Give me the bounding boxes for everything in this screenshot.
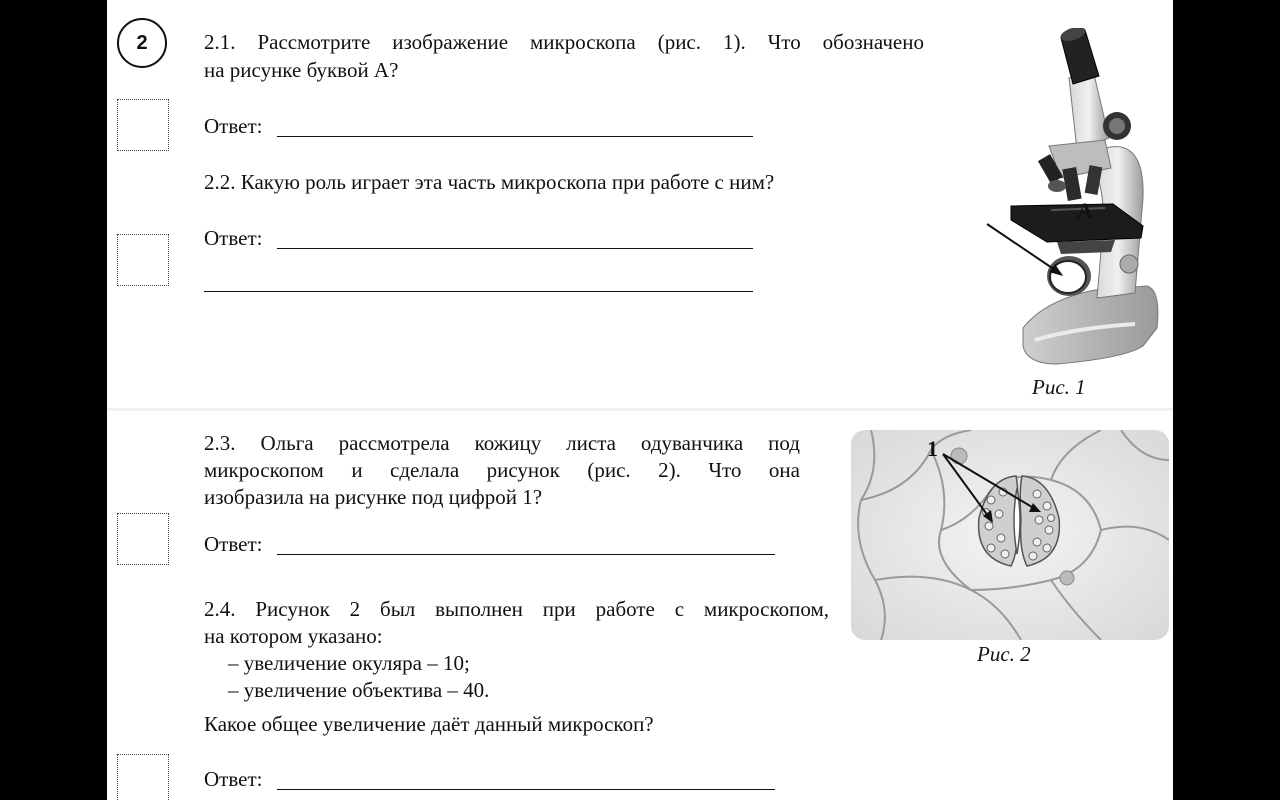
answer-line-2-1[interactable] [277, 136, 753, 137]
figure-1-caption: Рис. 1 [1032, 375, 1086, 399]
question-2-4-item1: – увеличение окуляра – 10; [228, 651, 470, 675]
question-2-3-line2: микроскопом и сделала рисунок (рис. 2). Что она [204, 458, 800, 482]
score-box-2-4[interactable] [117, 754, 169, 800]
answer-label-2-4: Ответ: [204, 767, 263, 791]
question-2-4-question: Какое общее увеличение даёт данный микроскоп? [204, 712, 654, 736]
question-2-3-line1: 2.3. Ольга рассмотрела кожицу листа одуванчика под [204, 431, 800, 455]
answer-line-2-2[interactable] [277, 248, 753, 249]
microscope-figure [965, 28, 1165, 373]
answer-line-2-2-extra[interactable] [204, 291, 753, 292]
figure-2-caption: Рис. 2 [977, 642, 1031, 666]
label-1: 1 [927, 436, 938, 461]
answer-line-2-3[interactable] [277, 554, 775, 555]
worksheet-page [107, 0, 1173, 800]
score-box-2-1[interactable] [117, 99, 169, 151]
leaf-epidermis-figure [851, 430, 1169, 640]
label-a: А [1077, 198, 1093, 223]
answer-label-2-1: Ответ: [204, 114, 263, 138]
answer-line-2-4[interactable] [277, 789, 775, 790]
score-box-2-3[interactable] [117, 513, 169, 565]
question-2-1-line1: 2.1. Рассмотрите изображение микроскопа (рис. 1). Что обозначено [204, 30, 924, 54]
question-2-3-line3: изобразила на рисунке под цифрой 1? [204, 485, 543, 509]
question-2-4-line1: 2.4. Рисунок 2 был выполнен при работе с микроскопом, [204, 597, 829, 621]
score-box-2-2[interactable] [117, 234, 169, 286]
answer-label-2-3: Ответ: [204, 532, 263, 556]
task-number-badge: 2 [117, 18, 167, 68]
question-2-4-item2: – увеличение объектива – 40. [228, 678, 490, 702]
question-2-1-line2: на рисунке буквой А? [204, 58, 399, 82]
question-2-4-line2: на котором указано: [204, 624, 383, 648]
question-2-2: 2.2. Какую роль играет эта часть микроскопа при работе с ним? [204, 170, 775, 194]
answer-label-2-2: Ответ: [204, 226, 263, 250]
section-divider [107, 408, 1173, 411]
